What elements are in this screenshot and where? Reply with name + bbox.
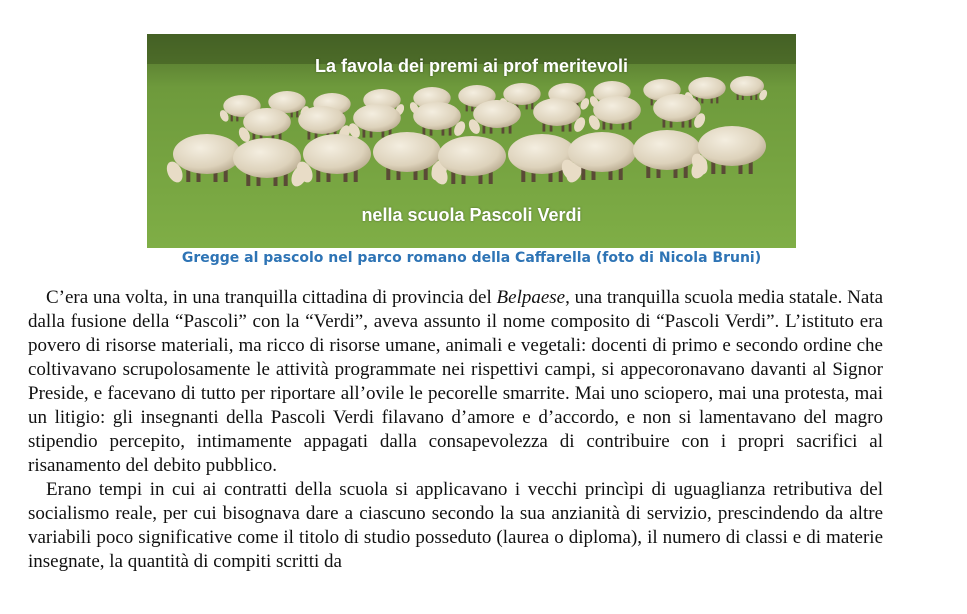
paragraph-1-part1: C’era una volta, in una tranquilla cittadina di provincia del: [46, 287, 497, 308]
sheep-flock-photo: [147, 34, 796, 248]
belpaese-emphasis: Belpaese: [496, 287, 566, 308]
paragraph-1: [28, 286, 883, 478]
paragraph-2: Erano tempi in cui ai contratti della scuola si applicavano i vecchi princìpi di uguaglianza retributiva del socialismo reale, per cui bisognava dare a ciascuno secondo la sua anzianità di servizio, prescindendo da altre variabili poco significative come il titolo di studio posseduto (laurea o diploma), il numero di classi e di materie insegnate, la quantità di compiti scritti da: [28, 479, 883, 572]
photo-title-bottom: nella scuola Pascoli Verdi: [361, 205, 582, 225]
paragraph-1-part2: , una tranquilla scuola media statale. Nata dalla fusione della “Pascoli” con la “Verdi”, aveva assunto il nome composito di “Pascoli Verdi”. L’istituto era povero di risorse materiali, ma ricco di risorse umane, animali e vegetali: docenti di primo e secondo ordine che coltivavano scrupolosamente le attività programmate nei rispettivi campi, si appecoronavano davanti al Signor Preside, e facevano di tutto per riportare all’ovile le pecorelle smarrite. Mai uno sciopero, mai una protesta, mai un litigio: gli insegnanti della Pascoli Verdi filavano d’amore e d’accordo, e non si lamentavano del magro stipendio percepito, intimamente appagati dalla consapevolezza di contribuire con i propri sacrifici al risanamento del debito pubblico.: [28, 287, 883, 476]
article-body: [28, 286, 883, 574]
photo-title-top: La favola dei premi ai prof meritevoli: [314, 56, 629, 76]
photo-caption: Gregge al pascolo nel parco romano della Caffarella (foto di Nicola Bruni): [181, 250, 762, 266]
